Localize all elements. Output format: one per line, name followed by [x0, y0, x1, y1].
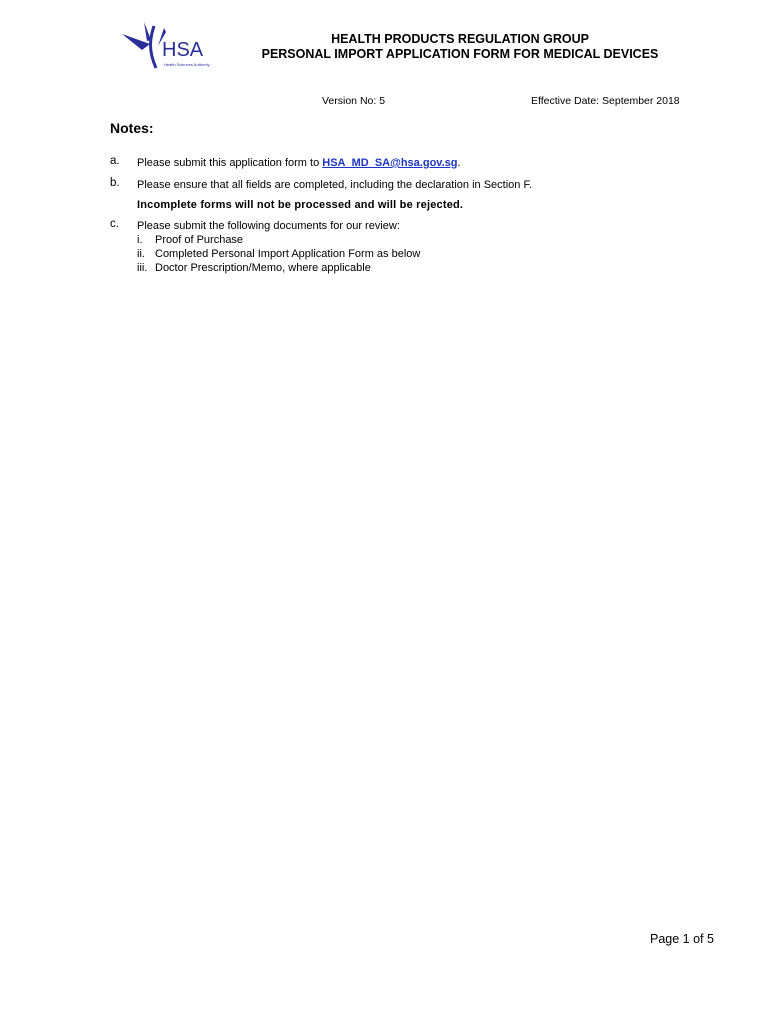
effective-date: Effective Date: September 2018 [531, 95, 680, 107]
page-number: Page 1 of 5 [650, 932, 714, 946]
list-item [137, 261, 420, 275]
item-a-text [137, 156, 461, 170]
item-a-suffix: . [457, 157, 461, 169]
item-b-marker: b. [110, 177, 120, 189]
list-item [137, 247, 420, 261]
list-item-number: i. [137, 234, 143, 246]
list-item-label: Doctor Prescription/Memo, where applicable [155, 262, 371, 274]
item-a-marker: a. [110, 155, 120, 167]
item-a-label: Please submit this application form to [137, 157, 323, 169]
list-item-label: Completed Personal Import Application Form as below [155, 248, 421, 260]
email-link[interactable]: HSA_MD_SA@hsa.gov.sg [322, 157, 458, 169]
notes-heading: Notes: [110, 120, 154, 136]
required-documents-list [137, 233, 420, 275]
header-line-2: PERSONAL IMPORT APPLICATION FORM FOR MEDICAL DEVICES [261, 47, 659, 61]
hsa-logo-icon [120, 20, 220, 72]
hsa-logo [120, 20, 220, 72]
item-c-marker: c. [110, 218, 119, 230]
item-b-text: Please ensure that all fields are completed, including the declaration in Section F. [137, 179, 533, 191]
logo-text: HSA [162, 39, 204, 61]
list-item [137, 233, 420, 247]
document-header [240, 32, 680, 62]
rejection-warning: Incomplete forms will not be processed and will be rejected. [137, 199, 464, 211]
logo-tagline: Health Sciences Authority [164, 62, 210, 67]
item-c-text: Please submit the following documents for our review: [137, 220, 400, 232]
version-number: Version No: 5 [322, 95, 386, 107]
list-item-number: iii. [137, 262, 148, 274]
list-item-number: ii. [137, 248, 145, 260]
list-item-label: Proof of Purchase [155, 234, 244, 246]
header-line-1: HEALTH PRODUCTS REGULATION GROUP [331, 32, 589, 46]
